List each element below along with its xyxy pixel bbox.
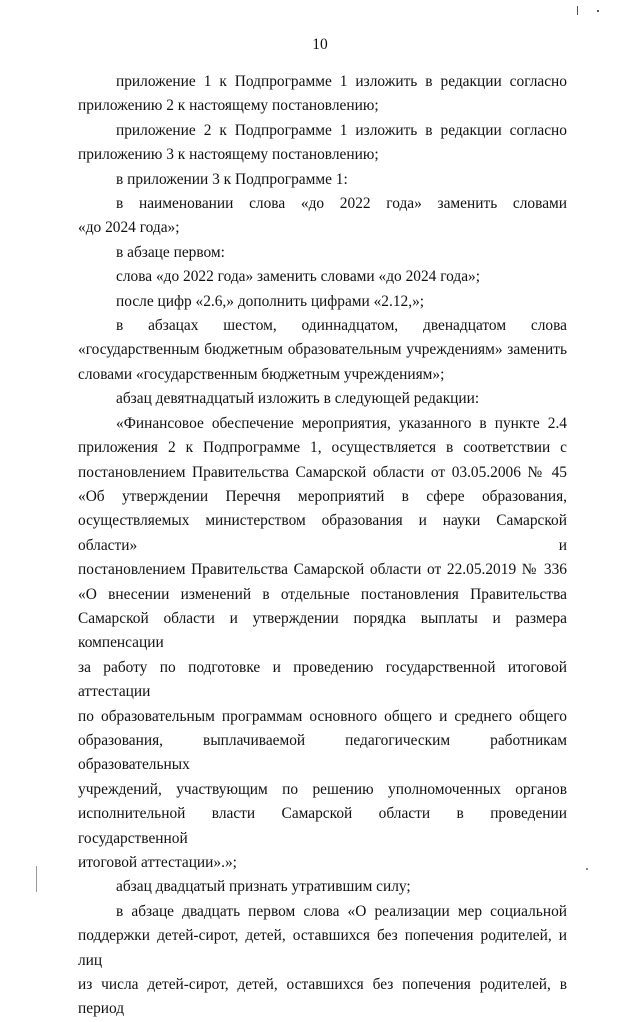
- document-body: [78, 70, 567, 1022]
- paragraph: [78, 875, 567, 899]
- text-line: за работу по подготовке и проведению государственной итоговой аттестации: [78, 658, 567, 701]
- text-line: поддержки детей-сирот, детей, оставшихся без попечения родителей, и лиц: [78, 927, 567, 969]
- text-line: приложению 2 к настоящему постановлению;: [78, 97, 379, 115]
- text-line: в абзаце первом:: [116, 243, 225, 261]
- scan-artifact: [36, 866, 37, 892]
- text-line: приложению 3 к настоящему постановлению;: [78, 146, 379, 164]
- text-line: «О внесении изменений в отдельные постановления Правительства: [78, 585, 567, 603]
- paragraph: [78, 265, 567, 289]
- paragraph: [78, 314, 567, 387]
- paragraph: [78, 387, 567, 411]
- paragraph: [78, 900, 567, 1022]
- text-line: из числа детей-сирот, детей, оставшихся без попечения родителей, в период: [78, 976, 567, 1018]
- text-line: абзац девятнадцатый изложить в следующей редакции:: [116, 390, 480, 408]
- text-line: «государственным бюджетным образовательным учреждениям» заменить: [78, 341, 567, 359]
- text-line: осуществляемых министерством образования и науки Самарской области» и: [78, 512, 567, 554]
- paragraph: [78, 119, 567, 168]
- scan-artifact: [577, 6, 578, 15]
- paragraph: [78, 290, 567, 314]
- page-number: 10: [312, 36, 328, 53]
- paragraph: [78, 241, 567, 265]
- text-line: в приложении 3 к Подпрограмме 1:: [116, 170, 348, 188]
- text-line: словами «государственным бюджетным учреждениям»;: [78, 365, 445, 383]
- text-line: образования, выплачиваемой педагогическим работникам образовательных: [78, 731, 567, 774]
- paragraph: [78, 168, 567, 192]
- scan-artifact: [586, 868, 588, 870]
- text-line: «до 2024 года»;: [78, 219, 180, 237]
- text-line: постановлением Правительства Самарской области от 03.05.2006 № 45: [78, 463, 567, 481]
- text-line: исполнительной власти Самарской области в проведении государственной: [78, 805, 567, 847]
- scan-artifact: [597, 10, 599, 12]
- paragraph: [78, 412, 567, 876]
- text-line: «Финансовое обеспечение мероприятия, указанного в пункте 2.4: [116, 414, 567, 432]
- text-line: в абзацах шестом, одиннадцатом, двенадцатом слова: [116, 317, 567, 335]
- text-line: приложение 2 к Подпрограмме 1 изложить в редакции согласно: [116, 121, 567, 139]
- text-line: приложение 1 к Подпрограмме 1 изложить в редакции согласно: [116, 73, 567, 90]
- paragraph: [78, 192, 567, 241]
- text-line: приложения 2 к Подпрограмме 1, осуществляется в соответствии с: [78, 439, 567, 457]
- paragraph: [78, 70, 567, 119]
- text-line: «Об утверждении Перечня мероприятий в сфере образования,: [78, 487, 567, 505]
- text-line: в наименовании слова «до 2022 года» заменить словами: [116, 195, 567, 213]
- text-line: постановлением Правительства Самарской области от 22.05.2019 № 336: [78, 561, 567, 579]
- text-line: учреждений, участвующим по решению уполномоченных органов: [78, 780, 567, 798]
- text-line: по образовательным программам основного общего и среднего общего: [78, 707, 567, 725]
- text-line: после цифр «2.6,» дополнить цифрами «2.12,»;: [116, 292, 425, 310]
- text-line: абзац двадцатый признать утратившим силу;: [116, 878, 411, 896]
- text-line: итоговой аттестации».»;: [78, 854, 237, 871]
- text-line: в абзаце двадцать первом слова «О реализации мер социальной: [116, 902, 567, 920]
- text-line: Самарской области и утверждении порядка выплаты и размера компенсации: [78, 609, 567, 652]
- text-line: слова «до 2022 года» заменить словами «до 2024 года»;: [116, 268, 481, 286]
